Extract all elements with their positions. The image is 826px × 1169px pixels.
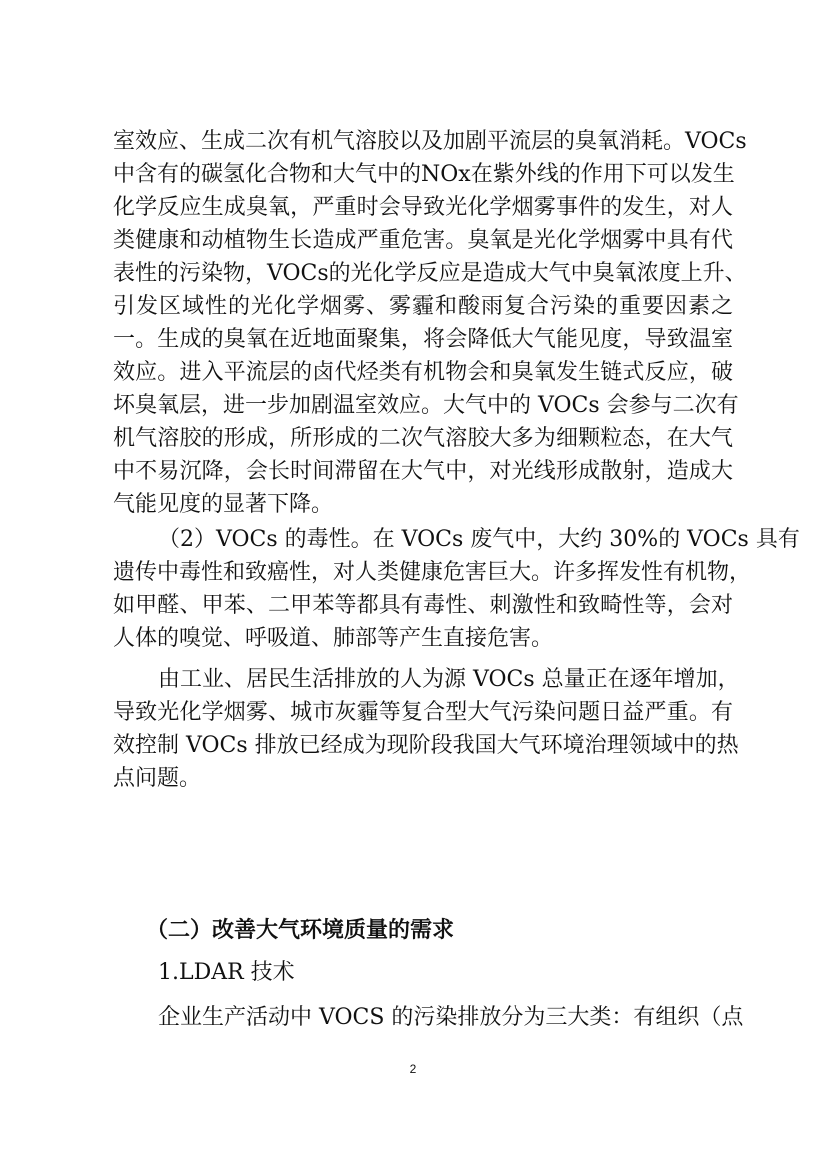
- text-line: 导致光化学烟雾、城市灰霾等复合型大气污染问题日益严重。有: [113, 700, 733, 725]
- subsection-heading: 1.LDAR 技术: [158, 960, 295, 985]
- text-line: 气能见度的显著下降。: [113, 492, 334, 517]
- text-line: 由工业、居民生活排放的人为源 VOCs 总量正在逐年增加，: [158, 667, 740, 692]
- text-line: 点问题。: [113, 766, 202, 791]
- text-line: 人体的嗅觉、呼吸道、肺部等产生直接危害。: [113, 626, 554, 651]
- text-line: 中含有的碳氢化合物和大气中的NOx在紫外线的作用下可以发生: [113, 162, 735, 187]
- text-line: 类健康和动植物生长造成严重危害。臭氧是光化学烟雾中具有代: [113, 228, 733, 253]
- text-line: 中不易沉降，会长时间滞留在大气中，对光线形成散射，造成大: [113, 459, 733, 484]
- text-line: 效控制 VOCs 排放已经成为现阶段我国大气环境治理领域中的热: [113, 733, 739, 758]
- page-number: 2: [409, 1062, 417, 1076]
- text-line: 表性的污染物，VOCs的光化学反应是造成大气中臭氧浓度上升、: [113, 261, 747, 286]
- text-line: 引发区域性的光化学烟雾、雾霾和酸雨复合污染的重要因素之: [113, 294, 733, 319]
- text-line: 企业生产活动中 VOCS 的污染排放分为三大类：有组织（点: [158, 1005, 744, 1030]
- section-heading: （二）改善大气环境质量的需求: [146, 917, 455, 943]
- text-line: 化学反应生成臭氧，严重时会导致光化学烟雾事件的发生，对人: [113, 195, 733, 220]
- text-line: 遗传中毒性和致癌性，对人类健康危害巨大。许多挥发性有机物，: [113, 560, 752, 585]
- text-line: 坏臭氧层，进一步加剧温室效应。大气中的 VOCs 会参与二次有: [113, 393, 739, 418]
- text-line: 如甲醛、甲苯、二甲苯等都具有毒性、刺激性和致畸性等，会对: [113, 593, 733, 618]
- text-line: 机气溶胶的形成，所形成的二次气溶胶大多为细颗粒态，在大气: [113, 426, 733, 451]
- text-line: （2）VOCs 的毒性。在 VOCs 废气中，大约 30%的 VOCs 具有: [158, 527, 800, 552]
- text-line: 室效应、生成二次有机气溶胶以及加剧平流层的臭氧消耗。VOCs: [113, 129, 747, 154]
- text-line: 效应。进入平流层的卤代烃类有机物会和臭氧发生链式反应，破: [113, 360, 733, 385]
- text-line: 一。生成的臭氧在近地面聚集，将会降低大气能见度，导致温室: [113, 327, 733, 352]
